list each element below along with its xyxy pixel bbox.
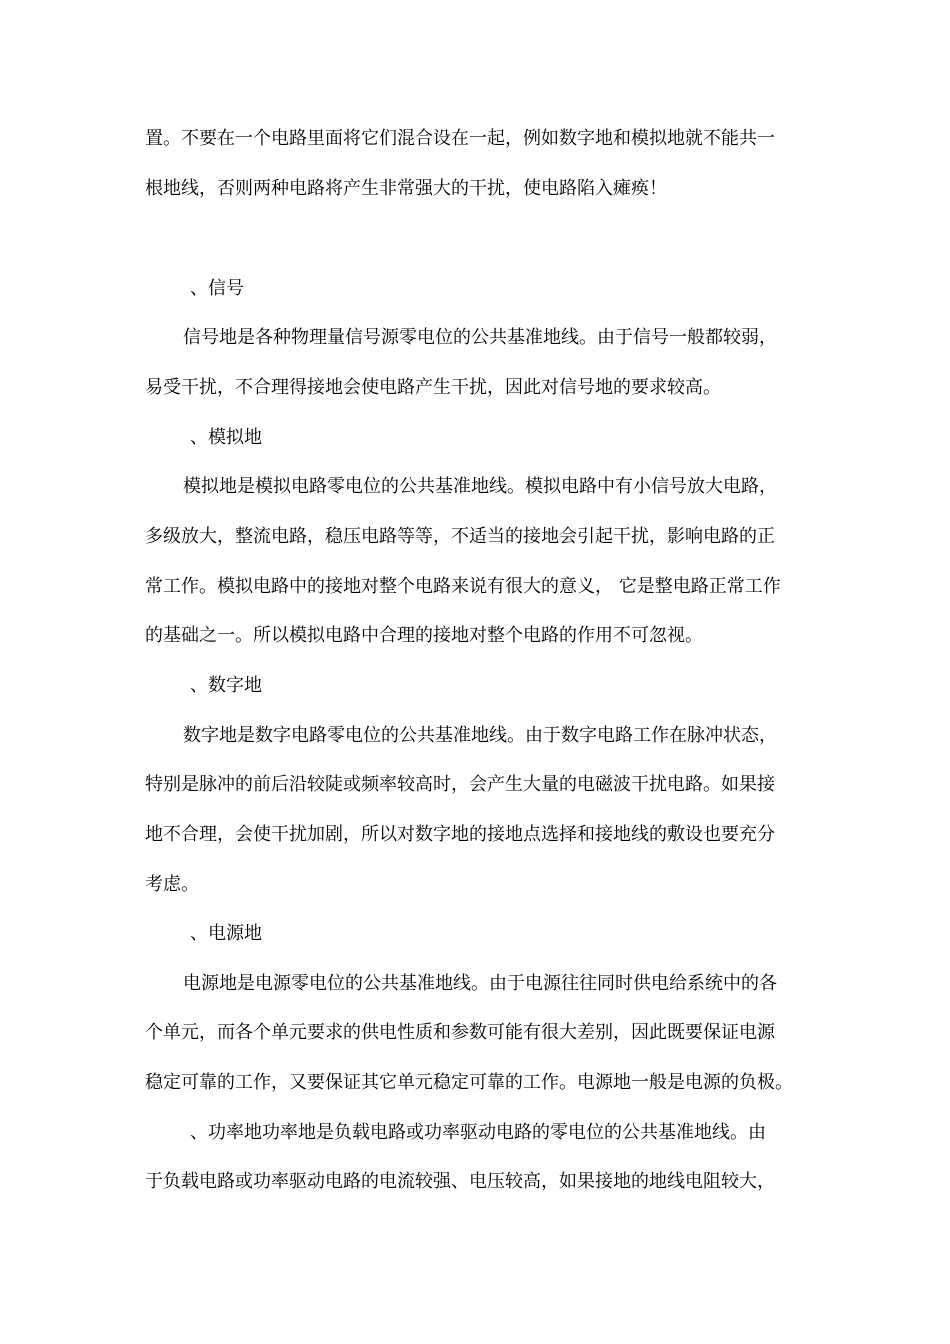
section-heading-analog-ground: 、模拟地 <box>190 427 262 448</box>
section-heading-signal: 、信号 <box>190 278 244 299</box>
paragraph-line: 于负载电路或功率驱动电路的电流较强、电压较高，如果接地的地线电阻较大， <box>145 1171 775 1192</box>
paragraph-line: 置。不要在一个电路里面将它们混合设在一起，例如数字地和模拟地就不能共一 <box>145 128 775 149</box>
paragraph-line: 个单元，而各个单元要求的供电性质和参数可能有很大差别，因此既要保证电源 <box>145 1022 775 1043</box>
paragraph-line: 电源地是电源零电位的公共基准地线。由于电源往往同时供电给系统中的各 <box>183 973 777 994</box>
paragraph-line: 的基础之一。所以模拟电路中合理的接地对整个电路的作用不可忽视。 <box>145 625 703 646</box>
paragraph-line: 常工作。模拟电路中的接地对整个电路来说有很大的意义， 它是整电路正常工作 <box>145 576 781 597</box>
section-heading-power-ground: 、电源地 <box>190 923 262 944</box>
paragraph-line: 地不合理，会使干扰加剧，所以对数字地的接地点选择和接地线的敷设也要充分 <box>145 824 775 845</box>
section-heading-power-stage-ground: 、功率地功率地是负载电路或功率驱动电路的零电位的公共基准地线。由 <box>190 1122 766 1143</box>
paragraph-line: 模拟地是模拟电路零电位的公共基准地线。模拟电路中有小信号放大电路， <box>183 476 777 497</box>
paragraph-line: 根地线，否则两种电路将产生非常强大的干扰，使电路陷入瘫痪！ <box>145 178 667 199</box>
section-heading-digital-ground: 、数字地 <box>190 675 262 696</box>
paragraph-line: 易受干扰，不合理得接地会使电路产生干扰，因此对信号地的要求较高。 <box>145 377 721 398</box>
paragraph-line: 稳定可靠的工作，又要保证其它单元稳定可靠的工作。电源地一般是电源的负极。 <box>145 1072 793 1093</box>
paragraph-line: 特别是脉冲的前后沿较陡或频率较高时，会产生大量的电磁波干扰电路。如果接 <box>145 774 775 795</box>
paragraph-line: 考虑。 <box>145 874 199 895</box>
paragraph-line: 多级放大，整流电路，稳压电路等等，不适当的接地会引起干扰，影响电路的正 <box>145 526 775 547</box>
paragraph-line: 数字地是数字电路零电位的公共基准地线。由于数字电路工作在脉冲状态， <box>183 725 777 746</box>
paragraph-line: 信号地是各种物理量信号源零电位的公共基准地线。由于信号一般都较弱， <box>183 327 777 348</box>
